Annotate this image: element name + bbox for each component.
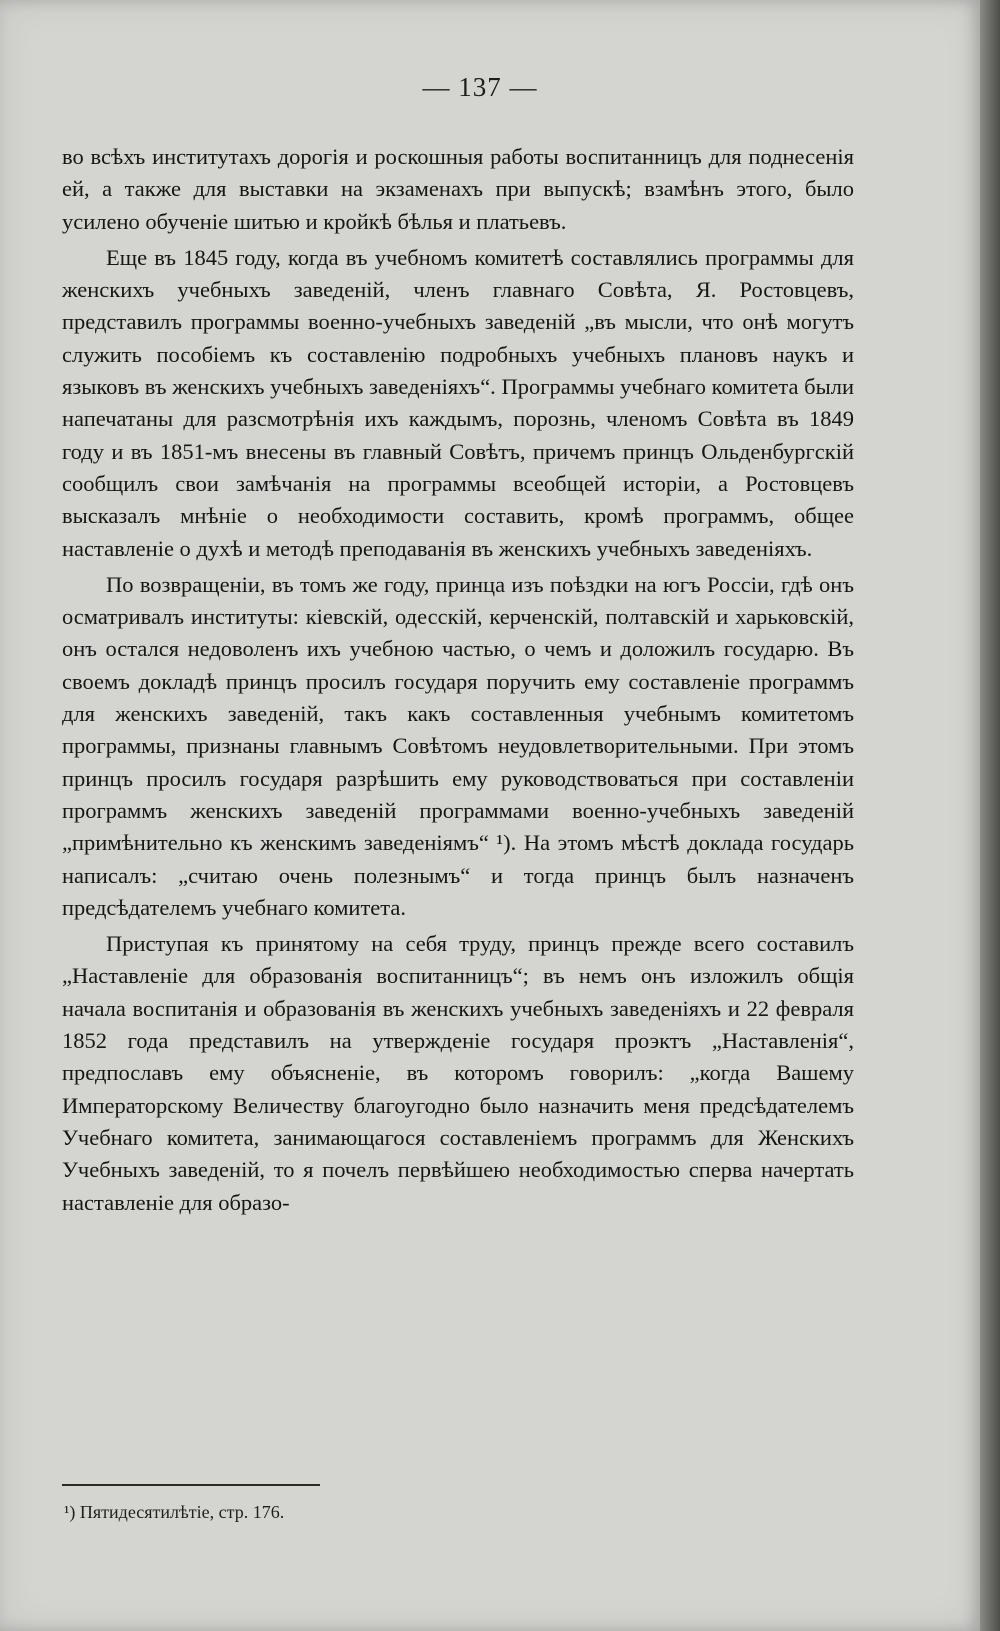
footnote-divider: [62, 1484, 320, 1486]
paragraph-3: По возвращеніи, въ томъ же году, принца изъ поѣздки на югъ Россіи, гдѣ онъ осматривалъ институты: кіевскій, одесскій, керченскій, полтавскій и харьковскій, онъ остался недоволенъ ихъ учебною частью, о чемъ и доложилъ государю. Въ своемъ докладѣ принцъ просилъ государя поручить ему составленіе программъ для женскихъ заведеній, такъ какъ составленныя учебнымъ комитетомъ программы, признаны главнымъ Совѣтомъ неудовлетворительными. При этомъ принцъ просилъ государя разрѣшить ему руководствоваться при составленіи программъ женскихъ заведеній программами военно-учебныхъ заведеній „примѣнительно къ женскимъ заведеніямъ“ ¹). На этомъ мѣстѣ доклада государь написалъ: „считаю очень полезнымъ“ и тогда принцъ былъ назначенъ предсѣдателемъ учебнаго комитета.: [62, 571, 854, 920]
paragraph-1: во всѣхъ институтахъ дорогія и роскошныя работы воспитанницъ для поднесенія ей, а также для выставки на экзаменахъ при выпускѣ; взамѣнъ этого, было усилено обученіе шитью и кройкѣ бѣлья и платьевъ.: [62, 144, 854, 234]
footnote: ¹) Пятидесятилѣтіе, стр. 176.: [64, 1502, 285, 1522]
page-edge-shadow: [980, 0, 1000, 1631]
paragraph-4: Приступая къ принятому на себя труду, принцъ прежде всего составилъ „Наставленіе для образованія воспитанницъ“; въ немъ онъ изложилъ общія начала воспитанія и образованія въ женскихъ учебныхъ заведеніяхъ и 22 февраля 1852 года представилъ на утвержденіе государя проэктъ „Наставленія“, предпославъ ему объясненіе, въ которомъ говорилъ: „когда Вашему Императорскому Величеству благоугодно было назначить меня предсѣдателемъ Учебнаго комитета, занимающагося составленіемъ программъ для Женскихъ Учебныхъ заведеній, то я почелъ первѣйшею необходимостью сперва начертать наставленіе для образо-: [62, 931, 854, 1215]
page-number: — 137 —: [422, 72, 538, 102]
paragraph-2: Еще въ 1845 году, когда въ учебномъ комитетѣ составлялись программы для женскихъ учебныхъ заведеній, членъ главнаго Совѣта, Я. Ростовцевъ, представилъ программы военно-учебныхъ заведеній „въ мысли, что онѣ могутъ служить пособіемъ къ составленію подробныхъ учебныхъ плановъ наукъ и языковъ въ женскихъ учебныхъ заведеніяхъ“. Программы учебнаго комитета были напечатаны для разсмотрѣнія ихъ каждымъ, порознь, членомъ Совѣта въ 1849 году и въ 1851-мъ внесены въ главный Совѣтъ, причемъ принцъ Ольденбургскій сообщилъ свои замѣчанія на программы всеобщей исторіи, а Ростовцевъ высказалъ мнѣніе о необходимости составить, кромѣ программъ, общее наставленіе о духѣ и методѣ преподаванія въ женскихъ учебныхъ заведеніяхъ.: [62, 244, 854, 561]
page-body: [62, 141, 854, 1219]
